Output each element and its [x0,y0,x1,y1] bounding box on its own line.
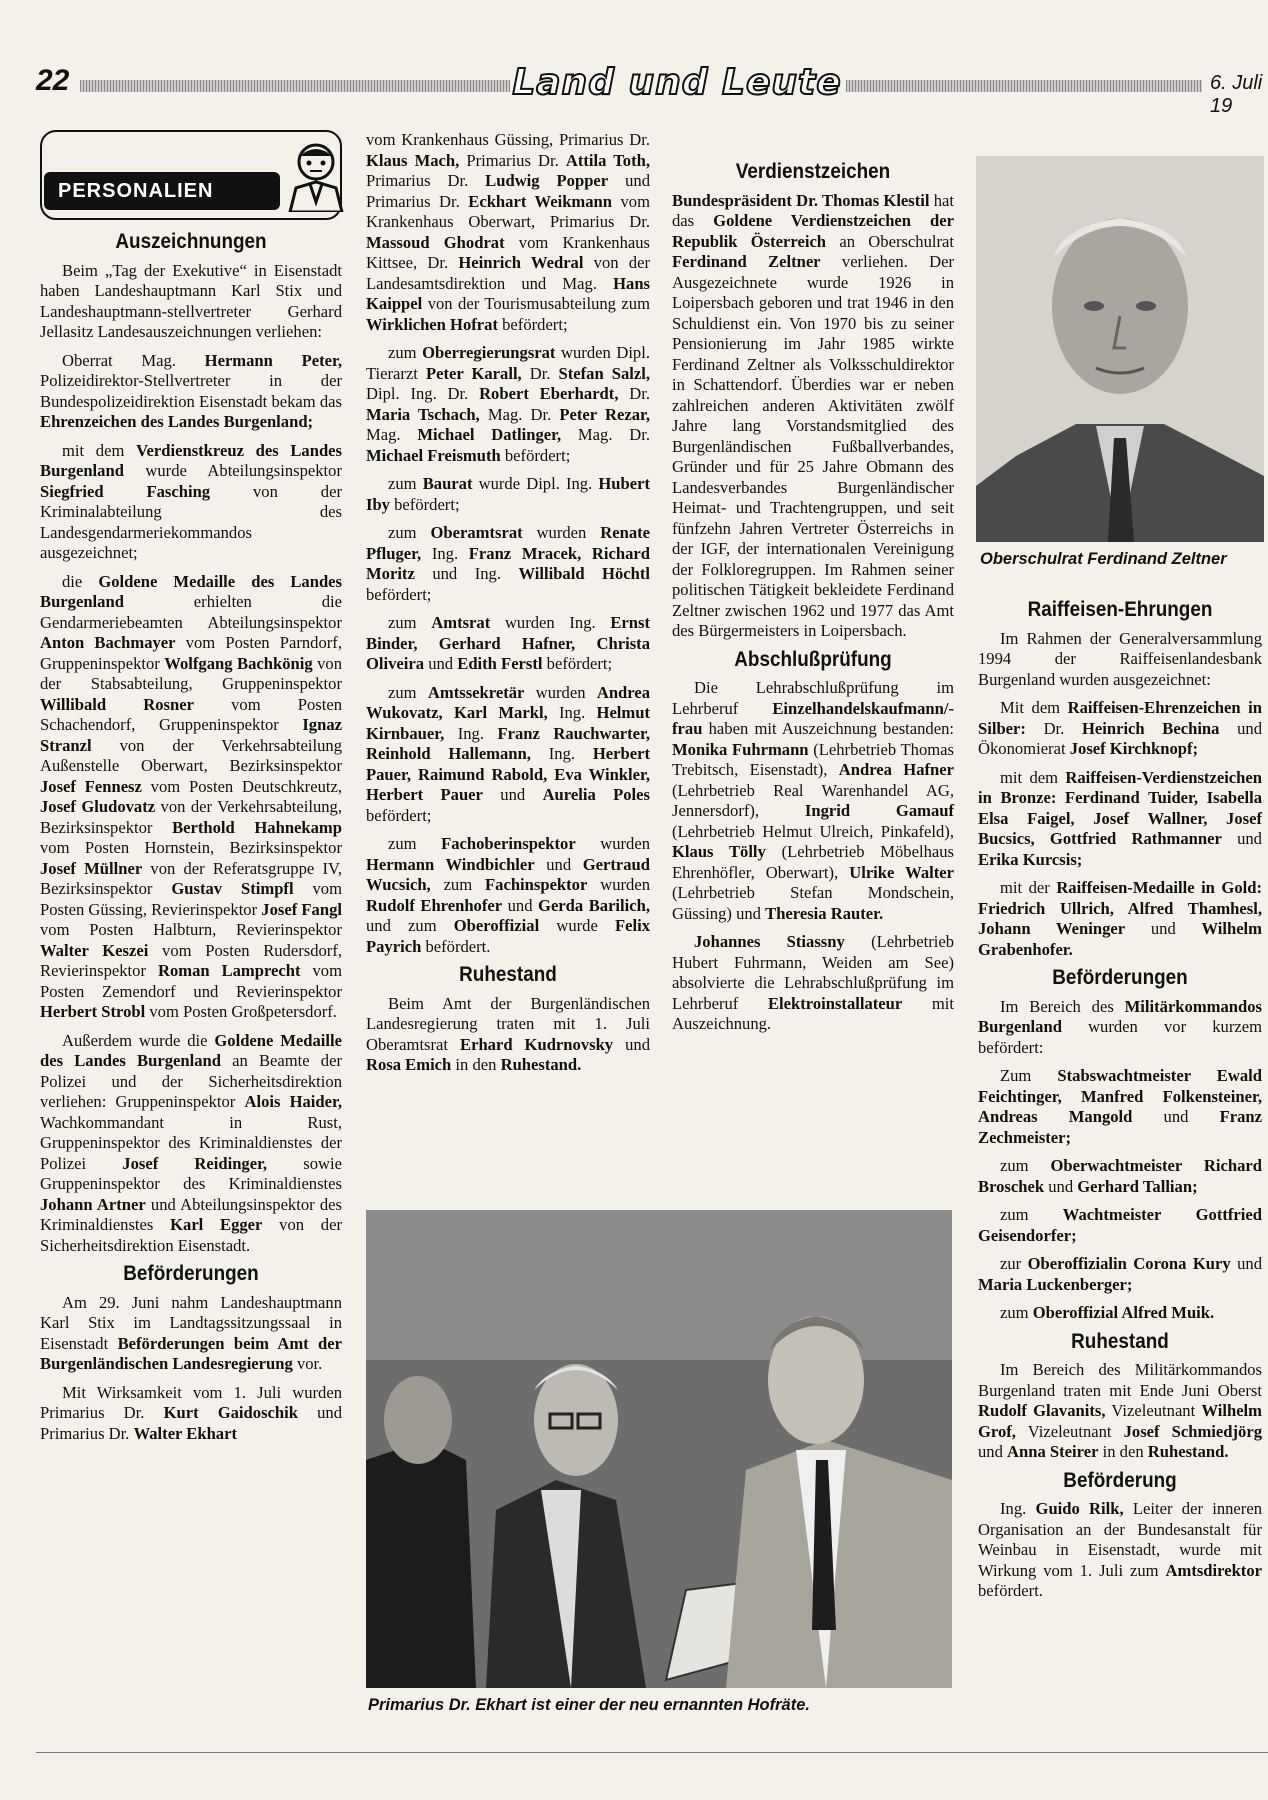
paragraph: vom Krankenhaus Güssing, Primarius Dr. Klaus Mach, Primarius Dr. Attila Toth, Primarius Dr. Ludwig Popper und Primarius Dr. Eckhart Weikmann vom Krankenhaus Oberwart, Primarius Dr. Massoud Ghodrat vom Krankenhaus Kittsee, Dr. Heinrich Wedral von der Landesamtsdirektion und Mag. Hans Kaippel von der Tourismusabteilung zum Wirklichen Hofrat befördert; [366,130,650,334]
header-rule-right [846,80,1202,92]
paragraph: Im Bereich des Militärkommandos Burgenland traten mit Ende Juni Oberst Rudolf Glavanits, Vizeleutnant Wilhelm Grof, Vizeleutnant Josef Schmiedjörg und Anna Steirer in den Ruhestand. [978,1360,1262,1461]
paragraph: zur Oberoffizialin Corona Kury und Maria Luckenberger; [978,1254,1262,1294]
paragraph: mit dem Verdienstkreuz des Landes Burgenland wurde Abteilungsinspektor Siegfried Fasching von der Kriminalabteilung des Landesgendarmeriekommandos ausgezeichnet; [40,440,343,562]
paragraph: Mit Wirksamkeit vom 1. Juli wurden Primarius Dr. Kurt Gaidoschik und Primarius Dr. Walter Ekhart [40,1382,342,1443]
paragraph: zum Oberamtsrat wurden Renate Pfluger, Ing. Franz Mracek, Richard Moritz und Ing. Willibald Höchtl befördert; [366,523,651,604]
heading-ruhestand: Ruhestand [459,963,557,986]
paragraph: Oberrat Mag. Hermann Peter, Polizeidirektor-Stellvertreter in der Bundespolizeidirektion Eisenstadt bekam das Ehrenzeichen des Landes Burgenland; [40,350,342,431]
caption-group: Primarius Dr. Ekhart ist einer der neu ernannten Hofräte. [368,1696,810,1714]
paragraph: Zum Stabswachtmeister Ewald Feichtinger, Manfred Folkensteiner, Andreas Mangold und Franz Zechmeister; [978,1066,1262,1147]
heading-verdienstzeichen: Verdienstzeichen [735,160,891,183]
header-rule-left [80,80,510,92]
personalien-badge [40,130,342,218]
column-2 [366,130,650,1084]
paragraph: Außerdem wurde die Goldene Medaille des Landes Burgenland an Beamte der Polizei und der Sicherheitsdirektion verliehen: Gruppeninspektor Alois Haider, Wachkommandant in Rust, Gruppeninspektor des Kriminaldienstes der Polizei Josef Reidinger, sowie Gruppeninspektor des Kriminaldienstes Johann Artner und Abteilungsinspektor des Kriminaldienstes Karl Egger von der Sicherheitsdirektion Eisenstadt. [40,1030,342,1255]
heading-ruhestand-2: Ruhestand [1071,1329,1169,1353]
heading-befoerderungen: Beförderungen [123,1262,259,1285]
column-3 [672,156,954,1043]
heading-abschlusspruefung: Abschlußprüfung [734,647,892,671]
paragraph: zum Wachtmeister Gottfried Geisendorfer; [978,1205,1262,1245]
paragraph: Beim Amt der Burgenländischen Landesregierung traten mit 1. Juli Oberamtsrat Erhard Kudrnovsky und Rosa Emich in den Ruhestand. [366,993,650,1074]
paragraph: mit dem Raiffeisen-Verdienstzeichen in Bronze: Ferdinand Tuider, Isabella Elsa Faigel, Josef Wallner, Josef Bucsics, Gottfried Rathmanner und Erika Kurcsis; [978,767,1262,869]
paragraph: mit der Raiffeisen-Medaille in Gold: Friedrich Ullrich, Alfred Thamhesl, Johann Weninger und Wilhelm Grabenhofer. [978,878,1262,959]
issue-date: 6. Juli 19 [1210,72,1263,117]
paragraph: Ing. Guido Rilk, Leiter der inneren Organisation an der Bundesanstalt für Weinbau in Eisenstadt, wurde mit Wirkung vom 1. Juli zum Amtsdirektor befördert. [978,1499,1262,1600]
paragraph: Bundespräsident Dr. Thomas Klestil hat das Goldene Verdienstzeichen der Republik Österreich an Oberschulrat Ferdinand Zeltner verliehen. Der Ausgezeichnete wurde 1926 in Loipersbach geboren und trat 1946 in den Schuldienst ein. Von 1970 bis zu seiner Pensionierung im Jahr 1985 wirkte Ferdinand Zeltner als Volksschuldirektor in Schattendorf. Überdies war er neben zahlreichen anderen Aktivitäten zwölf Jahre lang Vorstandsmitglied des Burgenländischen Fußballverbandes, Gründer und für 25 Jahre Obmann des Landesverbandes Burgenländischer Heimat- und Trachtengruppen, und seit fünfzehn Jahren Vertreter Österreichs in der IGF, der internationalen Vereinigung der Folkloregruppen. Im Rahmen seiner politischen Tätigkeit bekleidete Ferdinand Zeltner zwischen 1962 und 1977 das Amt des Bürgermeisters in Loipersbach. [672,190,954,640]
section-logo: Land und Leute [512,62,842,103]
portrait-illustration [976,156,1264,542]
paragraph: zum Oberwachtmeister Richard Broschek und Gerhard Tallian; [978,1156,1262,1196]
paragraph: Mit dem Raiffeisen-Ehrenzeichen in Silber: Dr. Heinrich Bechina und Ökonomierat Josef Kirchknopf; [978,698,1263,758]
caption-zeltner: Oberschulrat Ferdinand Zeltner [980,550,1227,568]
page-number: 22 [36,64,70,97]
paragraph: Im Rahmen der Generalversammlung 1994 der Raiffeisenlandesbank Burgenland wurden ausgezeichnet: [978,628,1262,689]
group-illustration [366,1210,952,1688]
paragraph: Johannes Stiassny (Lehrbetrieb Hubert Fuhrmann, Weiden am See) absolvierte die Lehrabschlußprüfung im Lehrberuf Elektroinstallateur mit Auszeichnung. [672,932,955,1033]
paragraph: zum Oberregierungsrat wurden Dipl. Tierarzt Peter Karall, Dr. Stefan Salzl, Dipl. Ing. Dr. Robert Eberhardt, Dr. Maria Tschach, Mag. Dr. Peter Rezar, Mag. Michael Datlinger, Mag. Dr. Michael Freismuth befördert; [366,343,651,465]
paragraph: die Goldene Medaille des Landes Burgenland erhielten die Gendarmeriebeamten Abteilungsinspektor Anton Bachmayer vom Posten Parndorf, Gruppeninspektor Wolfgang Bachkönig von der Stabsabteilung, Gruppeninspektor Willibald Rosner vom Posten Schachendorf, Gruppeninspektor Ignaz Stranzl von der Verkehrsabteilung Außenstelle Oberwart, Bezirksinspektor Josef Fennesz vom Posten Deutschkreutz, Josef Gludovatz von der Verkehrsabteilung, Bezirksinspektor Berthold Hahnekamp vom Posten Hornstein, Bezirksinspektor Josef Müllner von der Referatsgruppe IV, Bezirksinspektor Gustav Stimpfl vom Posten Güssing, Revierinspektor Josef Fangl vom Posten Halbturn, Revierinspektor Walter Keszei vom Posten Rudersdorf, Revierinspektor Roman Lamprecht vom Posten Zemendorf und Revierinspektor Herbert Strobl vom Posten Großpetersdorf. [40,571,342,1021]
heading-befoerderung: Beförderung [1063,1468,1177,1492]
bottom-rule [36,1752,1268,1753]
page-header [36,62,1268,117]
heading-auszeichnungen: Auszeichnungen [115,230,267,253]
personalien-label: PERSONALIEN [44,172,280,210]
paragraph: Im Bereich des Militärkommandos Burgenland wurden vor kurzem befördert: [978,996,1262,1057]
paragraph: zum Oberoffizial Alfred Muik. [1000,1303,1215,1322]
column-1 [40,130,342,1452]
column-4 [978,594,1262,1610]
paragraph: Beim „Tag der Exekutive“ in Eisenstadt haben Landeshauptmann Karl Stix und Landeshauptmann-stellvertreter Gerhard Jellasitz Landesauszeichnungen verliehen: [40,260,342,341]
paragraph: Am 29. Juni nahm Landeshauptmann Karl Stix im Landtagssitzungssaal in Eisenstadt Beförderungen beim Amt der Burgenländischen Landesregierung vor. [40,1292,342,1373]
heading-befoerderungen-2: Beförderungen [1052,966,1188,989]
photo-group [366,1210,952,1688]
paragraph: zum Amtsrat wurden Ing. Ernst Binder, Gerhard Hafner, Christa Oliveira und Edith Ferstl befördert; [366,613,651,673]
paragraph: zum Amtssekretär wurden Andrea Wukovatz, Karl Markl, Ing. Helmut Kirnbauer, Ing. Franz Rauchwarter, Reinhold Hallemann, Ing. Herbert Pauer, Raimund Rabold, Eva Winkler, Herbert Pauer und Aurelia Poles befördert; [366,682,651,825]
photo-zeltner [976,156,1264,542]
paragraph: zum Baurat wurde Dipl. Ing. Hubert Iby befördert; [366,474,651,514]
heading-raiffeisen: Raiffeisen-Ehrungen [1027,598,1213,621]
paragraph: Die Lehrabschlußprüfung im Lehrberuf Einzelhandelskaufmann/-frau haben mit Auszeichnung bestanden: Monika Fuhrmann (Lehrbetrieb Thomas Trebitsch, Eisenstadt), Andrea Hafner (Lehrbetrieb Real Warenhandel AG, Jennersdorf), Ingrid Gamauf (Lehrbetrieb Helmut Ulreich, Pinkafeld), Klaus Tölly (Lehrbetrieb Möbelhaus Ehrenhöfler, Oberwart), Ulrike Walter (Lehrbetrieb Stefan Mondschein, Güssing) und Theresia Rauter. [672,678,954,923]
paragraph: zum Fachoberinspektor wurden Hermann Windbichler und Gertraud Wucsich, zum Fachinspektor wurden Rudolf Ehrenhofer und Gerda Barilich, und zum Oberoffizial wurde Felix Payrich befördert. [366,834,651,956]
person-icon [286,140,346,212]
